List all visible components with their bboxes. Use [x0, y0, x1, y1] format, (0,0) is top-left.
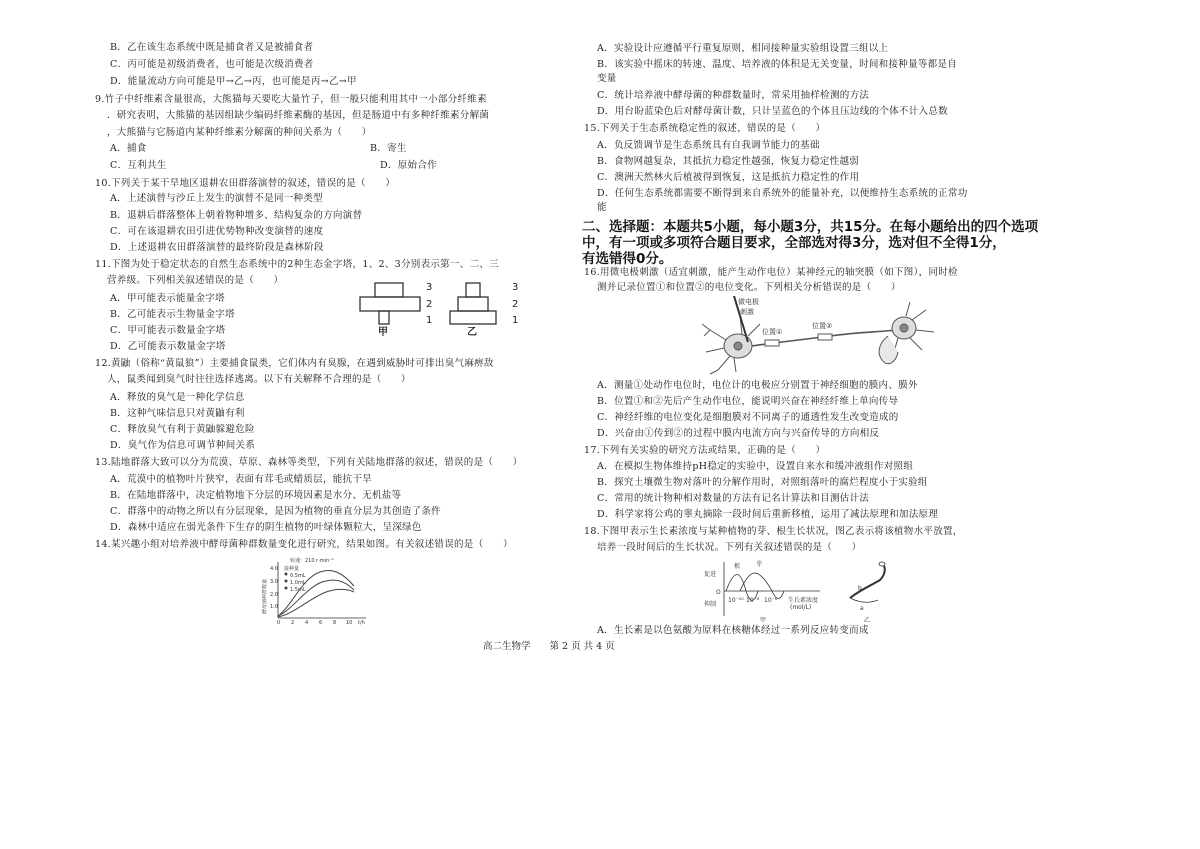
q11-option-b: B．乙可能表示生物量金字塔	[110, 309, 235, 320]
q10-stem: 10.下列关于某干旱地区退耕农田群落演替的叙述，错误的是（ ）	[95, 178, 396, 189]
q18-stem: 18.下图甲表示生长素浓度与某种植物的芽、根生长状况，图乙表示将该植物水平放置，	[584, 526, 963, 537]
yeast-ytick-4: 4.0	[270, 566, 278, 572]
q10-option-b: B．退耕后群落整体上朝着物种增多、结构复杂的方向演替	[110, 210, 363, 221]
q11-option-d: D．乙可能表示数量金字塔	[110, 341, 226, 352]
pyramid-b-level-1: 1	[512, 315, 519, 326]
q15-stem: 15.下列关于生态系统稳定性的叙述，错误的是（ ）	[584, 123, 826, 134]
q14-option-a: A．实验设计应遵循平行重复原则，相同接种量实验组设置三组以上	[597, 43, 889, 54]
yeast-ylabel: 酵母菌种群数量	[262, 578, 268, 614]
q14-stem: 14.某兴趣小组对培养液中酵母菌种群数量变化进行研究，结果如图。有关叙述错误的是（ ）	[95, 539, 513, 550]
q8-option-b: B．乙在该生态系统中既是捕食者又是被捕食者	[110, 42, 314, 53]
yeast-xtick-4: 4	[305, 620, 309, 626]
q9-stem-line2: ．研究表明，大熊猫的基因组缺少编码纤维素酶的基因，但是肠道中有多种纤维素分解菌	[107, 110, 490, 121]
q12-option-a: A．释放的臭气是一种化学信息	[110, 392, 245, 403]
q14-option-b-cont: 变量	[597, 73, 617, 84]
q9-option-b: B．寄生	[370, 143, 407, 154]
q14-option-c: C．统计培养液中酵母菌的种群数量时，常采用抽样检测的方法	[597, 90, 870, 101]
q18-stem-line2: 培养一段时间后的生长状况。下列有关叙述错误的是（ ）	[597, 542, 862, 553]
yeast-legend-title: 接种量	[284, 566, 300, 572]
q12-option-c: C．释放臭气有利于黄鼬躲避危险	[110, 424, 255, 435]
auxin-point-b: b	[858, 585, 862, 592]
yeast-xtick-0: 0	[277, 620, 281, 626]
q12-stem-line2: 人，鼠类闻到臭气时往往选择逃离。以下有关解释不合理的是（ ）	[107, 374, 411, 385]
page-footer: 高二生物学 第 2 页 共 4 页	[483, 641, 615, 652]
pyramid-b-level-2: 2	[512, 299, 519, 310]
yeast-xlabel: t/h	[358, 620, 365, 626]
q17-option-b: B．探究土壤微生物对落叶的分解作用时，对照组落叶的腐烂程度小于实验组	[597, 477, 928, 488]
q10-option-c: C．可在该退耕农田引进优势物种改变演替的速度	[110, 226, 324, 237]
q16-option-d: D．兴奋由①传到②的过程中膜内电流方向与兴奋传导的方向相反	[597, 428, 880, 439]
auxin-xlabel: 生长素浓度	[788, 597, 819, 604]
q12-option-b: B．这种气味信息只对黄鼬有利	[110, 408, 245, 419]
q13-option-d: D．森林中适应在弱光条件下生存的阴生植物的叶绿体颗粒大，呈深绿色	[110, 522, 422, 533]
auxin-fig-b: 乙	[864, 617, 871, 624]
neuron-position-1: 位置①	[762, 328, 783, 336]
auxin-promote: 促进	[704, 571, 717, 578]
q16-option-a: A．测量①处动作电位时，电位计的电极应分别置于神经细胞的膜内、膜外	[597, 380, 918, 391]
q11-stem-line2: 营养级。下列相关叙述错误的是（ ）	[107, 275, 284, 286]
q14-option-d: D．用台盼蓝染色后对酵母菌计数，只计呈蓝色的个体且压边线的个体不计入总数	[597, 106, 948, 117]
q15-option-c: C．澳洲天然林火后植被得到恢复，这是抵抗力稳定性的作用	[597, 172, 860, 183]
section-2-heading: 二、选择题：本题共5小题，每小题3分，共15分。在每小题给出的四个选项	[582, 219, 1039, 235]
q16-stem-line2: 测并记录位置①和位置②的电位变化。下列相关分析错误的是（ ）	[597, 282, 901, 293]
auxin-xunit: (mol/L)	[790, 604, 812, 611]
q9-option-d: D．原始合作	[380, 160, 437, 171]
pyramid-b-level-3: 3	[512, 282, 519, 293]
q11-option-c: C．甲可能表示数量金字塔	[110, 325, 226, 336]
pyramid-figure	[350, 277, 525, 337]
q12-stem: 12.黄鼬（俗称“黄鼠狼”）主要捕食鼠类，它们体内有臭腺，在遇到威胁时可排出臭气麻痹敌	[95, 358, 494, 369]
pyramid-a-level-3: 3	[426, 282, 433, 293]
q13-option-c: C．群落中的动物之所以有分层现象，是因为植物的垂直分层为其创造了条件	[110, 506, 441, 517]
yeast-legend-3: 1.5mL	[290, 587, 306, 593]
q16-option-b: B．位置①和②先后产生动作电位，能说明兴奋在神经纤维上单向传导	[597, 396, 899, 407]
q9-stem: 9.竹子中纤维素含量很高，大熊猫每天要吃大量竹子，但一般只能利用其中一小部分纤维素	[95, 94, 487, 105]
q9-stem-line3: ，大熊猫与它肠道内某种纤维素分解菌的种间关系为（ ）	[107, 127, 372, 138]
q11-stem: 11.下图为处于稳定状态的自然生态系统中的2种生态金字塔，1、2、3分别表示第一、二、三	[95, 259, 499, 270]
q15-option-d-cont: 能	[597, 202, 607, 213]
q12-option-d: D．臭气作为信息可调节种间关系	[110, 440, 256, 451]
q14-option-b: B．该实验中摇床的转速、温度、培养液的体积是无关变量，时间和接种量等都是自	[597, 59, 958, 70]
q16-option-c: C．神经纤维的电位变化是细胞膜对不同离子的通透性发生改变造成的	[597, 412, 899, 423]
q17-option-a: A．在模拟生物体维持pH稳定的实验中，设置自来水和缓冲液组作对照组	[597, 461, 914, 472]
yeast-xtick-8: 8	[333, 620, 337, 626]
auxin-root-label: 根	[734, 563, 741, 570]
auxin-point-a: a	[860, 605, 864, 612]
yeast-title: 转速：210 r·min⁻¹	[290, 558, 334, 564]
q15-option-a: A．负反馈调节是生态系统具有自我调节能力的基础	[597, 140, 820, 151]
yeast-xtick-10: 10	[346, 620, 353, 626]
pyramid-a-level-1: 1	[426, 315, 433, 326]
auxin-inhibit: 抑制	[704, 601, 717, 608]
q15-option-b: B．食物网越复杂，其抵抗力稳定性越强，恢复力稳定性越弱	[597, 156, 860, 167]
q13-option-a: A．荒漠中的植物叶片狭窄，表面有茸毛或蜡质层，能抗干旱	[110, 474, 372, 485]
q17-stem: 17.下列有关实验的研究方法或结果，正确的是（ ）	[584, 445, 826, 456]
q9-option-c: C．互利共生	[110, 160, 167, 171]
neuron-figure	[690, 296, 940, 376]
yeast-ytick-3: 3.0	[270, 579, 278, 585]
q9-option-a: A．捕食	[110, 143, 147, 154]
q18-option-a: A．生长素是以色氨酸为原料在核糖体经过一系列反应转变而成	[597, 625, 869, 636]
auxin-xtick-1: 10⁻¹⁰	[728, 597, 744, 604]
q17-option-c: C．常用的统计物种相对数量的方法有记名计算法和目测估计法	[597, 493, 870, 504]
neuron-electrode-label: 微电极	[738, 298, 759, 306]
yeast-growth-figure	[262, 556, 380, 626]
pyramid-label-a: 甲	[378, 327, 388, 337]
section-2-line2: 中，有一项或多项符合题目要求，全部选对得3分，选对但不全得1分，	[582, 235, 1006, 251]
yeast-legend-1: 0.5mL	[290, 573, 306, 579]
auxin-figure	[700, 558, 900, 626]
neuron-stimulus-label: 刺激	[740, 308, 754, 316]
q10-option-d: D．上述退耕农田群落演替的最终阶段是森林阶段	[110, 242, 324, 253]
q8-option-d: D．能量流动方向可能是甲→乙→丙，也可能是丙→乙→甲	[110, 76, 357, 87]
yeast-xtick-2: 2	[291, 620, 295, 626]
yeast-ytick-1: 1.0	[270, 604, 278, 610]
q10-option-a: A．上述演替与沙丘上发生的演替不是同一种类型	[110, 193, 323, 204]
yeast-xtick-6: 6	[319, 620, 323, 626]
q13-option-b: B．在陆地群落中，决定植物地下分层的环境因素是水分、无机盐等	[110, 490, 402, 501]
q15-option-d: D．任何生态系统都需要不断得到来自系统外的能量补充，以便维持生态系统的正常功	[597, 188, 968, 199]
yeast-legend-2: 1.0mL	[290, 580, 306, 586]
auxin-fig-a: 甲	[760, 617, 767, 624]
q16-stem: 16.用微电极刺激（适宜刺激，能产生动作电位）某神经元的轴突膜（如下图），同时检	[584, 267, 958, 278]
pyramid-label-b: 乙	[467, 327, 477, 337]
pyramid-a-level-2: 2	[426, 299, 433, 310]
auxin-xtick-2: 10⁻⁸	[746, 597, 760, 604]
q13-stem: 13.陆地群落大致可以分为荒漠、草原、森林等类型，下列有关陆地群落的叙述，错误的是（ ）	[95, 457, 523, 468]
auxin-origin: O	[716, 589, 721, 596]
auxin-bud-label: 芽	[756, 561, 763, 568]
q17-option-d: D．科学家将公鸡的睾丸摘除一段时间后重新移植，运用了减法原理和加法原理	[597, 509, 939, 520]
auxin-xtick-3: 10⁻⁶	[764, 597, 778, 604]
q8-option-c: C．丙可能是初级消费者，也可能是次级消费者	[110, 59, 314, 70]
section-2-line3: 有选错得0分。	[582, 251, 673, 267]
q11-option-a: A．甲可能表示能量金字塔	[110, 293, 225, 304]
neuron-position-2: 位置②	[812, 322, 833, 330]
yeast-ytick-2: 2.0	[270, 592, 278, 598]
